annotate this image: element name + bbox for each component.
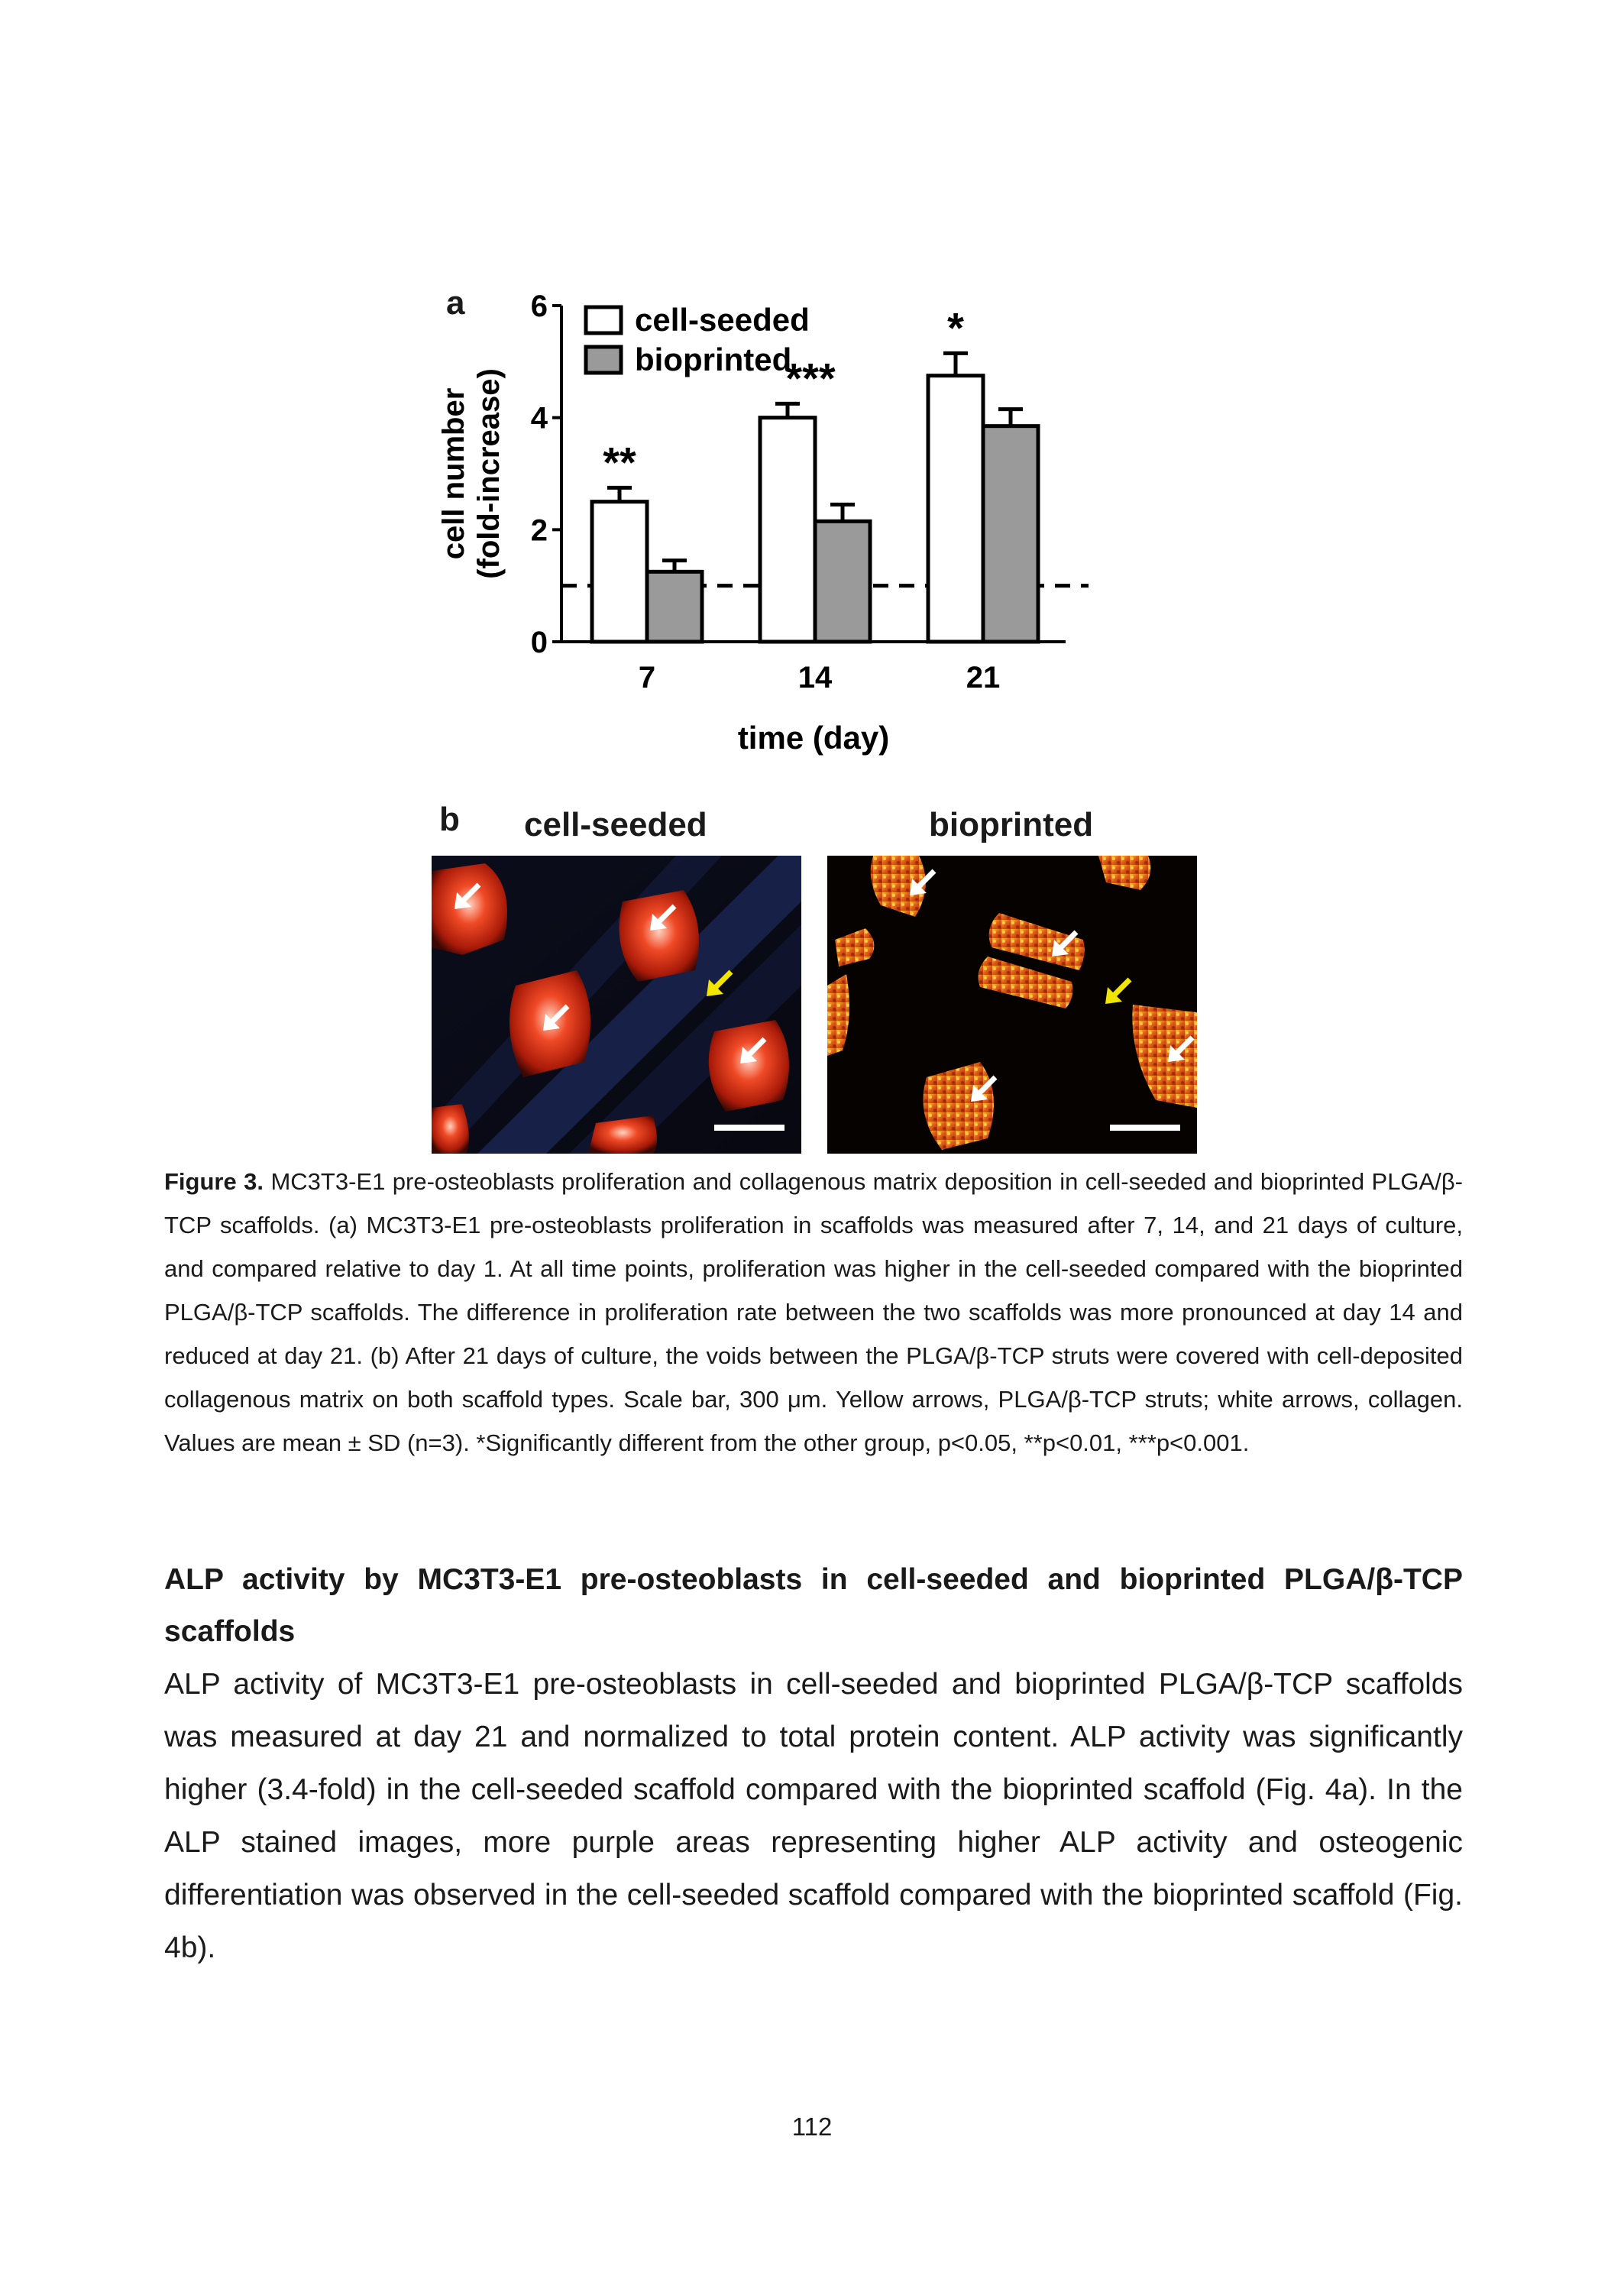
image-title-bioprinted: bioprinted [929, 806, 1094, 843]
section-heading: ALP activity by MC3T3-E1 pre-osteoblasts in cell-seeded and bioprinted PLGA/β-TCP scaffolds [164, 1563, 1463, 1648]
significance-marker: ** [603, 438, 636, 487]
micrograph-cell-seeded [432, 856, 801, 1154]
bar-cell-seeded [592, 502, 647, 642]
collagen-region [709, 1020, 789, 1112]
x-tick-label: 14 [797, 661, 833, 694]
y-tick-label: 6 [530, 290, 548, 323]
x-axis-label: time (day) [737, 720, 890, 756]
y-tick-label: 0 [530, 626, 548, 659]
scale-bar [714, 1125, 785, 1131]
bar-cell-seeded [928, 376, 983, 642]
y-tick-label: 4 [530, 401, 548, 435]
bar-bioprinted [983, 426, 1038, 642]
collagen-region [432, 863, 507, 955]
legend-label: cell-seeded [635, 302, 810, 338]
y-tick-label: 2 [530, 513, 548, 548]
caption-text: MC3T3-E1 pre-osteoblasts proliferation and collagenous matrix deposition in cell-seeded and bioprinted PLGA/β-TCP scaffolds. (a) MC3T3-E1 pre-osteoblasts proliferation in scaffolds was measured after 7, 14, and 21 days of culture, and compared relative to day 1. At all time points, proliferation was higher in the cell-seeded compared with the bioprinted PLGA/β-TCP scaffolds. The difference in proliferation rate between the two scaffolds was more pronounced at day 14 and reduced at day 21. (b) After 21 days of culture, the voids between the PLGA/β-TCP struts were covered with cell-deposited collagenous matrix on both scaffold types. Scale bar, 300 μm. Yellow arrows, PLGA/β-TCP struts; white arrows, collagen. Values are mean ± SD (n=3). *Significantly different from the other group, p<0.05, **p<0.01, ***p<0.001. [164, 1168, 1463, 1456]
significance-marker: *** [785, 354, 836, 403]
caption-label: Figure 3. [164, 1168, 264, 1195]
micrograph-bioprinted [827, 856, 1197, 1154]
collagen-region [432, 1104, 469, 1154]
figure-caption [164, 1160, 1463, 1465]
legend-label: bioprinted [635, 342, 792, 377]
panel-b-label: b [439, 801, 460, 838]
y-axis-label: (fold-increase) [472, 368, 506, 579]
collagen-region [620, 890, 700, 982]
x-tick-label: 21 [966, 661, 1001, 694]
y-axis-label: cell number [437, 387, 471, 560]
x-tick-label: 7 [638, 661, 656, 694]
bar-bioprinted [815, 521, 870, 642]
bar-bioprinted [647, 571, 702, 642]
bar-cell-seeded [760, 418, 815, 642]
body-paragraph: ALP activity of MC3T3-E1 pre-osteoblasts in cell-seeded and bioprinted PLGA/β-TCP scaffolds was measured at day 21 and normalized to total protein content. ALP activity was significantly higher (3.4-fold) in the cell-seeded scaffold compared with the bioprinted scaffold (Fig. 4a). In the ALP stained images, more purple areas representing higher ALP activity and osteogenic differentiation was observed in the cell-seeded scaffold compared with the bioprinted scaffold (Fig. 4b). [164, 1668, 1463, 1964]
scale-bar [1110, 1125, 1180, 1131]
legend-swatch-bioprinted [586, 347, 621, 373]
significance-marker: * [947, 303, 964, 352]
panel-a-label: a [446, 284, 465, 322]
page-number: 112 [791, 2112, 833, 2141]
legend-swatch-cell-seeded [586, 307, 621, 333]
image-title-cell-seeded: cell-seeded [524, 806, 707, 843]
proliferation-bar-chart [424, 252, 1173, 779]
